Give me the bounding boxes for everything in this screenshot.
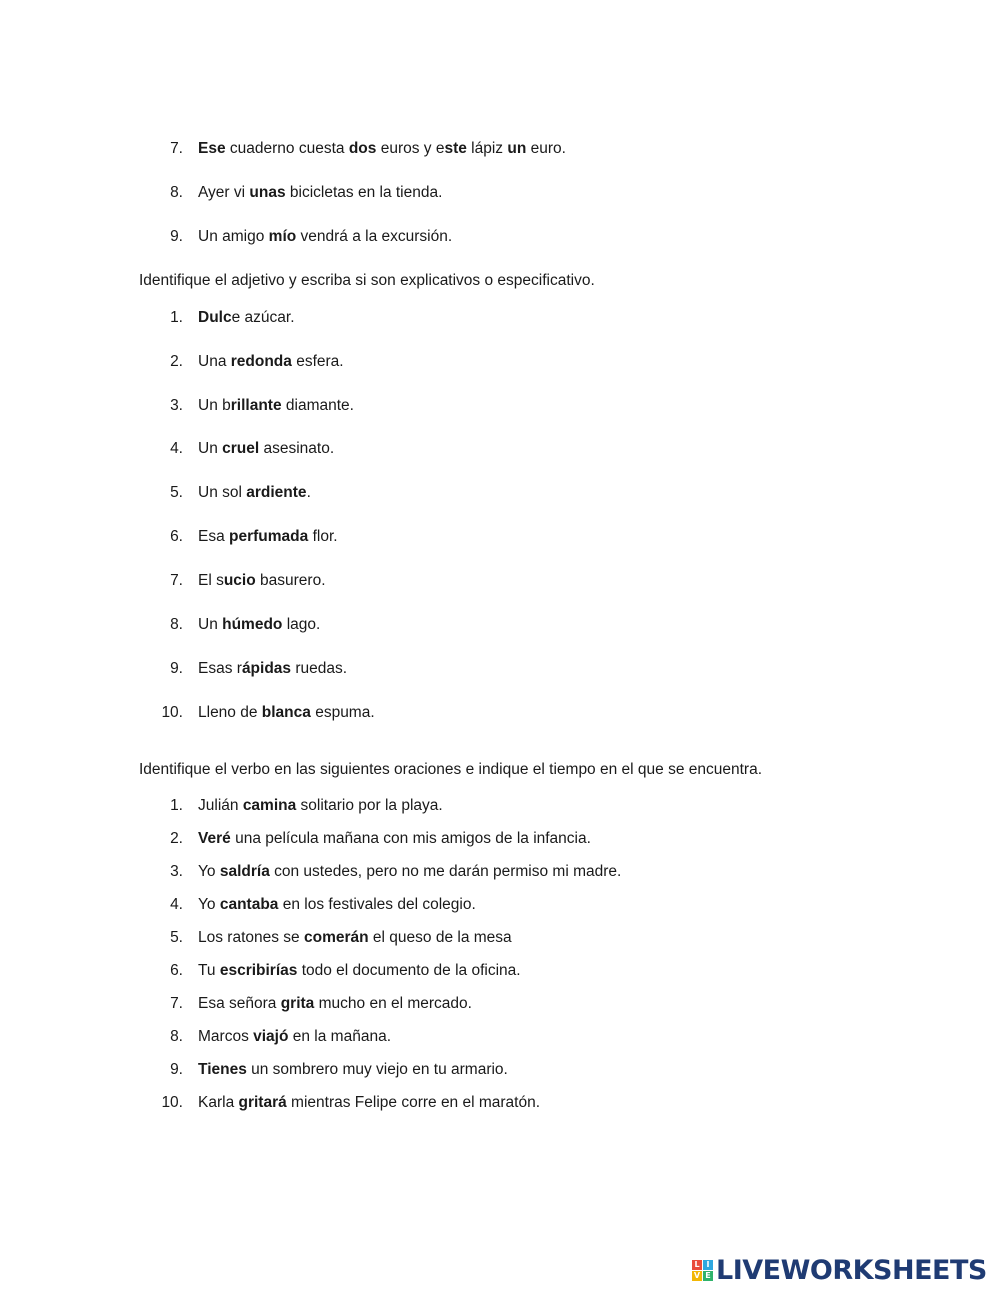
list-verbs-item (198, 895, 476, 915)
highlighted-word: cruel (222, 440, 260, 457)
highlighted-word: ardiente (246, 484, 307, 501)
highlighted-word: un (507, 140, 527, 157)
sentence-text: Los ratones se (198, 929, 304, 946)
logo-text: LIVEWORKSHEETS (716, 1254, 987, 1286)
list-adjectives-number: 4. (170, 440, 183, 457)
highlighted-word: ucio (223, 572, 256, 589)
list-verbs-item (198, 961, 521, 981)
highlighted-word: unas (249, 184, 286, 201)
sentence-text: Un (198, 616, 223, 633)
sentence-text: asesinato. (259, 440, 335, 457)
highlighted-word: ste (444, 140, 467, 157)
sentence-text: vendrá a la excursión. (296, 228, 453, 245)
sentence-text: Karla (198, 1094, 239, 1111)
list-verbs-number: 8. (170, 1028, 183, 1045)
list-verbs-number: 4. (170, 896, 183, 913)
list-adjectives-number: 7. (170, 572, 183, 589)
sentence-text: Lleno de (198, 704, 262, 721)
sentence-text: Yo (198, 863, 220, 880)
highlighted-word: saldría (219, 863, 270, 880)
sentence-text: cuaderno cuesta (225, 140, 349, 157)
sentence-text: una película mañana con mis amigos de la infancia. (230, 830, 591, 847)
sentence-text: Marcos (198, 1028, 254, 1045)
highlighted-word: húmedo (222, 616, 283, 633)
highlighted-word: blanca (261, 704, 311, 721)
sentence-text: euros y e (376, 140, 445, 157)
list-verbs-number: 10. (161, 1094, 183, 1111)
sentence-text: en la mañana. (288, 1028, 391, 1045)
list-adjectives-item (198, 527, 338, 547)
list-verbs-number: 2. (170, 830, 183, 847)
list-adjectives-number: 2. (170, 353, 183, 370)
highlighted-word: camina (242, 797, 297, 814)
highlighted-word: rillante (230, 397, 282, 414)
highlighted-word: escribirías (219, 962, 298, 979)
sentence-text: solitario por la playa. (296, 797, 443, 814)
list-top-number: 9. (170, 228, 183, 245)
sentence-text: Ayer vi (198, 184, 250, 201)
highlighted-word: Ese (198, 140, 226, 157)
sentence-text: Un sol (198, 484, 247, 501)
sentence-text: euro. (526, 140, 566, 157)
sentence-text: . (306, 484, 311, 501)
list-top-item (198, 183, 442, 203)
sentence-text: Esa (198, 528, 230, 545)
list-verbs-number: 6. (170, 962, 183, 979)
sentence-text: un sombrero muy viejo en tu armario. (246, 1061, 508, 1078)
sentence-text: con ustedes, pero no me darán permiso mi madre. (269, 863, 622, 880)
sentence-text: Yo (198, 896, 220, 913)
list-top-number: 7. (170, 140, 183, 157)
highlighted-word: viajó (253, 1028, 289, 1045)
list-adjectives-item (198, 352, 344, 372)
sentence-text: lápiz (466, 140, 508, 157)
sentence-text: El s (198, 572, 224, 589)
sentence-text: lago. (282, 616, 321, 633)
logo-icon-letter: E (703, 1271, 713, 1281)
list-verbs-item (198, 1027, 391, 1047)
sentence-text: en los festivales del colegio. (278, 896, 476, 913)
list-verbs-item (198, 862, 621, 882)
list-top-item (198, 227, 452, 247)
list-verbs-number: 7. (170, 995, 183, 1012)
sentence-text: Julián (198, 797, 243, 814)
list-adjectives-item (198, 396, 354, 416)
list-top-item (198, 139, 566, 159)
highlighted-word: grita (280, 995, 315, 1012)
sentence-text: Esa señora (198, 995, 281, 1012)
sentence-text: espuma. (310, 704, 375, 721)
sentence-text: flor. (308, 528, 338, 545)
list-adjectives-item (198, 659, 347, 679)
sentence-text: Una (198, 353, 231, 370)
sentence-text: bicicletas en la tienda. (285, 184, 443, 201)
list-verbs-item (198, 928, 512, 948)
list-adjectives-number: 9. (170, 660, 183, 677)
sentence-text: ruedas. (291, 660, 348, 677)
highlighted-word: Tienes (198, 1061, 247, 1078)
list-adjectives-number: 10. (161, 704, 183, 721)
highlighted-word: perfumada (229, 528, 309, 545)
logo-icon-letter: L (692, 1260, 702, 1270)
highlighted-word: Veré (198, 830, 231, 847)
sentence-text: e azúcar. (231, 309, 295, 326)
highlighted-word: gritará (238, 1094, 287, 1111)
highlighted-word: ápidas (241, 660, 292, 677)
list-adjectives-item (198, 308, 295, 328)
verbs-heading: Identifique el verbo en las siguientes oraciones e indique el tiempo en el que se encuentra. (139, 761, 762, 778)
list-adjectives-item (198, 483, 311, 503)
logo-icon-letter: I (703, 1260, 713, 1270)
list-verbs-number: 5. (170, 929, 183, 946)
highlighted-word: mío (268, 228, 297, 245)
sentence-text: mucho en el mercado. (314, 995, 472, 1012)
list-verbs-item (198, 829, 591, 849)
list-top-number: 8. (170, 184, 183, 201)
logo-icon-letter: V (693, 1270, 701, 1280)
list-adjectives-item (198, 571, 326, 591)
sentence-text: Un (198, 440, 223, 457)
list-verbs-number: 3. (170, 863, 183, 880)
highlighted-word: dos (348, 140, 377, 157)
sentence-text: Un b (198, 397, 231, 414)
liveworksheets-logo-icon (692, 1260, 713, 1281)
list-adjectives-number: 6. (170, 528, 183, 545)
list-adjectives-number: 3. (170, 397, 183, 414)
list-verbs-number: 1. (170, 797, 183, 814)
list-verbs-item (198, 1093, 540, 1113)
highlighted-word: comerán (303, 929, 369, 946)
sentence-text: Tu (198, 962, 220, 979)
list-verbs-item (198, 1060, 508, 1080)
sentence-text: diamante. (281, 397, 354, 414)
list-adjectives-item (198, 615, 320, 635)
sentence-text: basurero. (255, 572, 326, 589)
list-adjectives-number: 1. (170, 309, 183, 326)
list-adjectives-number: 5. (170, 484, 183, 501)
list-verbs-item (198, 796, 443, 816)
highlighted-word: redonda (230, 353, 292, 370)
sentence-text: mientras Felipe corre en el maratón. (286, 1094, 541, 1111)
list-adjectives-number: 8. (170, 616, 183, 633)
sentence-text: el queso de la mesa (368, 929, 512, 946)
sentence-text: todo el documento de la oficina. (297, 962, 521, 979)
highlighted-word: Dulc (198, 309, 232, 326)
list-verbs-number: 9. (170, 1061, 183, 1078)
sentence-text: Un amigo (198, 228, 269, 245)
sentence-text: esfera. (291, 353, 344, 370)
sentence-text: Esas r (198, 660, 242, 677)
list-adjectives-item (198, 439, 334, 459)
highlighted-word: cantaba (219, 896, 279, 913)
list-verbs-item (198, 994, 472, 1014)
adjectives-heading: Identifique el adjetivo y escriba si son explicativos o especificativo. (139, 272, 595, 289)
list-adjectives-item (198, 703, 375, 723)
liveworksheets-logo (692, 1256, 987, 1284)
